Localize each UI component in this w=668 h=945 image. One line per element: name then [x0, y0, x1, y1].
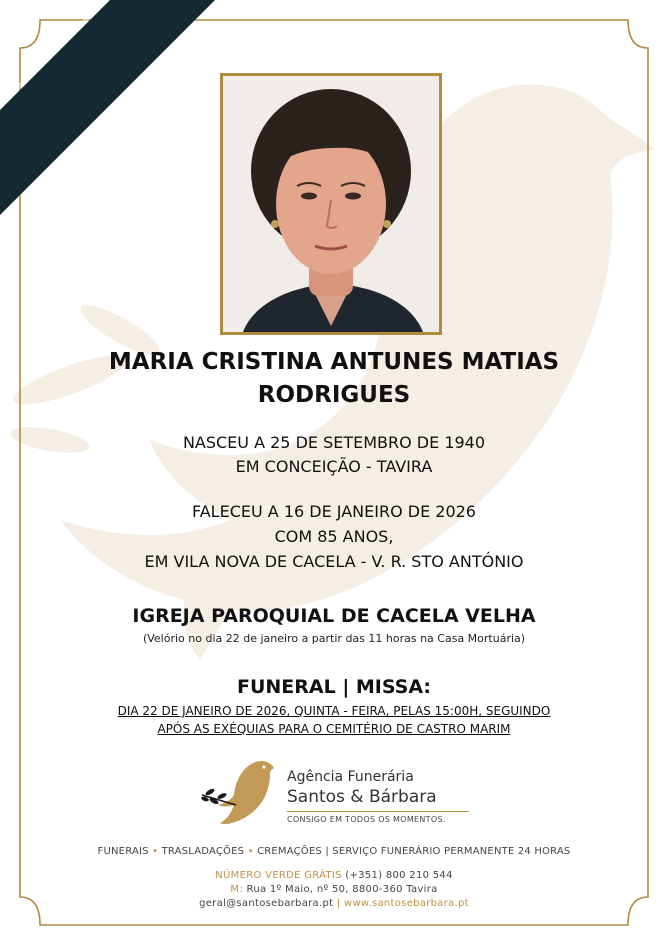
agency-tagline: CONSIGO EM TODOS OS MOMENTOS.	[287, 815, 446, 824]
separator-dot: •	[247, 846, 254, 857]
separator-bar: |	[325, 846, 329, 857]
agency-logo-text	[287, 768, 469, 826]
agency-line-1: Agência Funerária	[287, 769, 414, 785]
service-cremations: CREMAÇÕES	[257, 846, 322, 857]
website-link[interactable]: www.santosebarbara.pt	[343, 898, 469, 909]
death-place: EM VILA NOVA DE CACELA - V. R. STO ANTÓNIO	[144, 552, 524, 571]
contact-separator: |	[336, 898, 341, 909]
phone-number[interactable]: (+351) 800 210 544	[345, 870, 453, 881]
separator-dot: •	[152, 846, 159, 857]
email-link[interactable]: geral@santosebarbara.pt	[199, 898, 334, 909]
agency-divider	[287, 811, 469, 812]
service-permanent: SERVIÇO FUNERÁRIO PERMANENTE 24 HORAS	[332, 846, 571, 857]
wake-info: (Velório no dia 22 de janeiro a partir das 11 horas na Casa Mortuária)	[142, 632, 526, 645]
mourning-ribbon-icon	[0, 0, 240, 240]
death-date: FALECEU A 16 DE JANEIRO DE 2026	[192, 502, 476, 521]
phone-info	[0, 869, 668, 883]
agency-name: Santos & Bárbara	[287, 787, 437, 807]
funeral-title: FUNERAL | MISSA:	[236, 676, 432, 698]
service-funerals: FUNERAIS	[97, 846, 149, 857]
address-label: M:	[230, 884, 244, 895]
address-info	[0, 883, 668, 897]
funeral-line-2: APÓS AS EXÉQUIAS PARA O CEMITÉRIO DE CASTRO MARIM	[157, 722, 511, 736]
online-contacts	[0, 897, 668, 911]
church-name: IGREJA PAROQUIAL DE CACELA VELHA	[132, 605, 536, 627]
phone-label: NÚMERO VERDE GRÁTIS	[215, 870, 342, 881]
death-info	[0, 499, 668, 574]
birth-date: NASCEU A 25 DE SETEMBRO DE 1940	[182, 433, 486, 452]
funeral-line-1: DIA 22 DE JANEIRO DE 2026, QUINTA - FEIRA, PELAS 15:00H, SEGUINDO	[117, 704, 551, 718]
services-list	[0, 845, 668, 859]
address: Rua 1º Maio, nº 50, 8800-360 Tavira	[246, 884, 438, 895]
birth-place: EM CONCEIÇÃO - TAVIRA	[235, 457, 433, 476]
service-transfers: TRASLADAÇÕES	[161, 846, 245, 857]
deceased-name	[0, 346, 668, 412]
funeral-details	[0, 702, 668, 738]
birth-info	[0, 431, 668, 479]
bird-with-olive-branch-icon	[200, 755, 280, 830]
portrait-photo	[220, 73, 442, 335]
age: COM 85 ANOS,	[274, 527, 394, 546]
name-line-2: RODRIGUES	[257, 382, 411, 408]
name-line-1: MARIA CRISTINA ANTUNES MATIAS	[108, 349, 560, 375]
